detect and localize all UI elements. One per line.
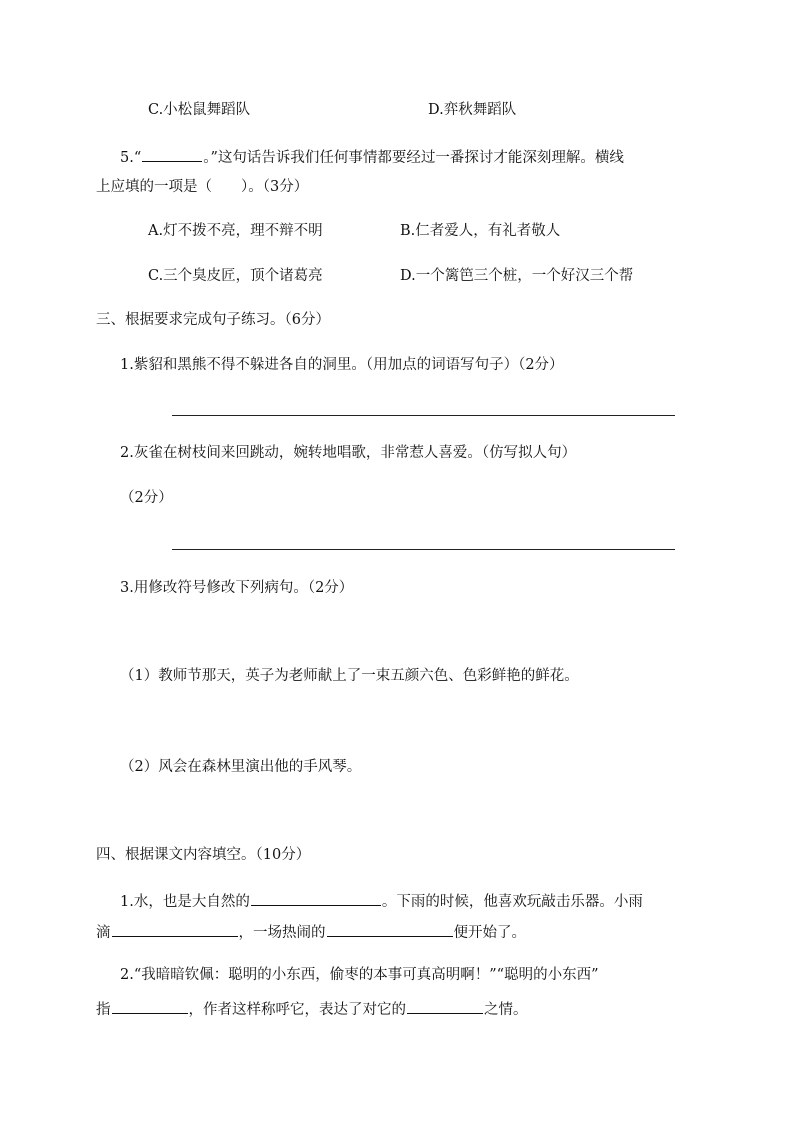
- s3-q3-2: （2）风会在森林里演出他的手风琴。: [120, 759, 362, 775]
- q5-option-b: B.仁者爱人，有礼者敬人: [400, 223, 561, 239]
- q5-line1: [120, 145, 624, 168]
- s4-q2-blank-2[interactable]: [407, 997, 483, 1014]
- s4-q2-line2: [96, 997, 528, 1020]
- s3-q2-answer-line[interactable]: [172, 549, 675, 550]
- q4-option-d: D.弈秋舞蹈队: [428, 102, 517, 118]
- q5-suffix: 。”这句话告诉我们任何事情都要经过一番探讨才能深刻理解。横线: [203, 150, 624, 166]
- s4-q1-text-d: ，一场热闹的: [238, 925, 326, 941]
- s3-q1-answer-line[interactable]: [172, 415, 675, 416]
- s4-q2-text-a: 指: [96, 1002, 111, 1018]
- s3-q2-line1: 2.灰雀在树枝间来回跳动，婉转地唱歌，非常惹人喜爱。（仿写拟人句）: [120, 445, 577, 461]
- section4-heading: 四、根据课文内容填空。（10分）: [96, 847, 311, 863]
- s4-q1-text-b: 。下雨的时候，他喜欢玩敲击乐器。小雨: [381, 894, 643, 910]
- q5-line2: 上应填的一项是（ ）。（3分）: [96, 179, 309, 195]
- s4-q1-blank-3[interactable]: [327, 920, 453, 937]
- section3-heading: 三、根据要求完成句子练习。（6分）: [96, 312, 330, 328]
- s4-q1-text-a: 1.水，也是大自然的: [120, 894, 250, 910]
- s3-q3-1: （1）教师节那天，英子为老师献上了一束五颜六色、色彩鲜艳的鲜花。: [120, 668, 579, 684]
- s4-q1-text-e: 便开始了。: [453, 925, 526, 941]
- s4-q2-text-b: ，作者这样称呼它，表达了对它的: [188, 1002, 406, 1018]
- q5-answer-blank[interactable]: [142, 145, 202, 162]
- q5-option-d: D.一个篱笆三个桩，一个好汉三个帮: [400, 268, 634, 284]
- s4-q1-line1: [120, 889, 643, 912]
- s3-q2-line2: （2分）: [120, 490, 173, 506]
- s4-q2-line1: 2.“我暗暗钦佩：聪明的小东西，偷枣的本事可真高明啊！”“聪明的小东西”: [120, 967, 599, 983]
- q5-prefix: 5.“: [120, 150, 142, 166]
- s4-q1-line2: [96, 920, 526, 943]
- q4-option-c: C.小松鼠舞蹈队: [148, 102, 251, 118]
- s4-q1-text-c: 滴: [96, 925, 111, 941]
- s4-q1-blank-2[interactable]: [112, 920, 238, 937]
- q5-option-a: A.灯不拨不亮，理不辩不明: [148, 223, 323, 239]
- s3-q3: 3.用修改符号修改下列病句。（2分）: [120, 580, 354, 596]
- s3-q1: 1.紫貂和黑熊不得不躲进各自的洞里。（用加点的词语写句子）（2分）: [120, 357, 564, 373]
- s4-q1-blank-1[interactable]: [251, 889, 381, 906]
- s4-q2-blank-1[interactable]: [112, 997, 188, 1014]
- s4-q2-text-c: 之情。: [484, 1002, 528, 1018]
- q5-option-c: C.三个臭皮匠，顶个诸葛亮: [148, 268, 323, 284]
